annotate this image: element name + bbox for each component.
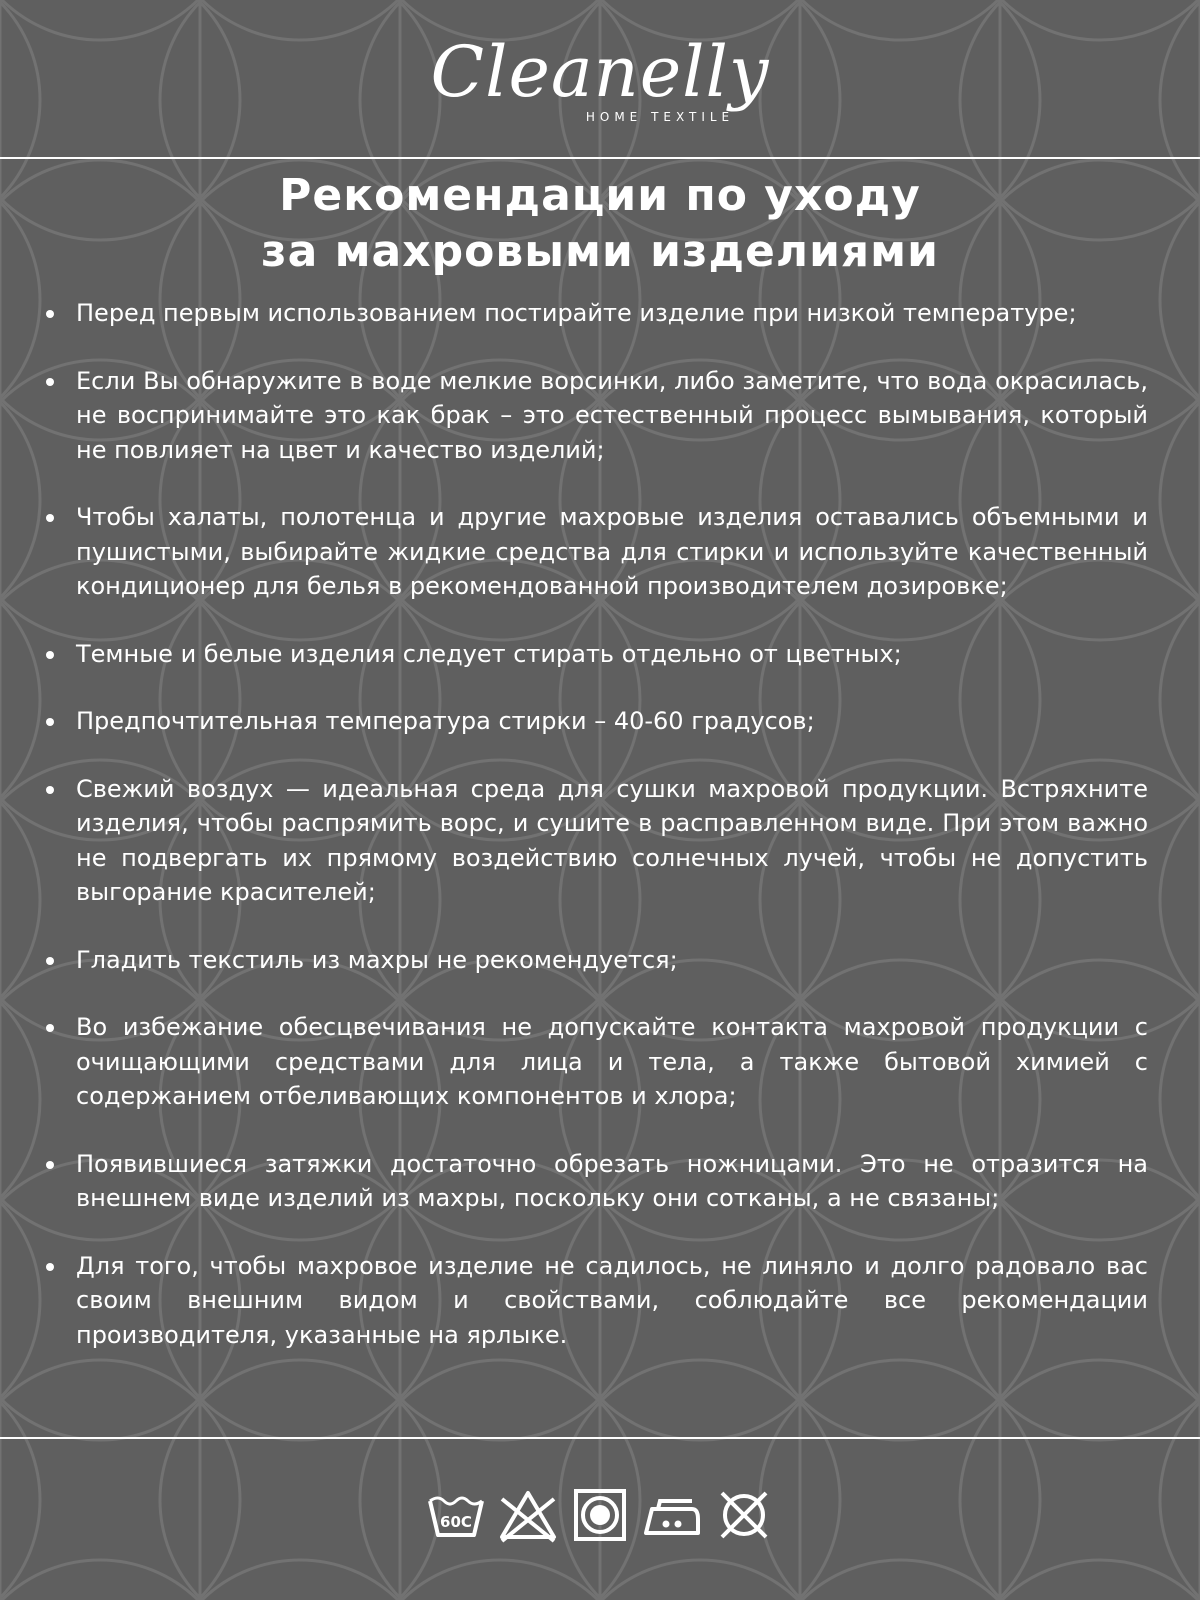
- brand-tagline: HOME TEXTILE: [585, 110, 735, 124]
- brand-logo: [0, 30, 1200, 124]
- wash-60-icon: [426, 1485, 486, 1545]
- list-item: [40, 500, 1148, 604]
- bullet-icon: [46, 651, 54, 659]
- list-item: [40, 704, 1148, 739]
- list-item: [40, 1010, 1148, 1114]
- list-item-text: Если Вы обнаружите в воде мелкие ворсинки, либо заметите, что вода окрасилась, не воспринимайте это как брак – это естественный процесс вымывания, который не повлияет на цвет и качество изделий;: [76, 366, 1148, 464]
- bullet-icon: [46, 786, 54, 794]
- list-item: [40, 364, 1148, 468]
- bullet-icon: [46, 310, 54, 318]
- list-item: [40, 772, 1148, 910]
- list-item-text: Темные и белые изделия следует стирать отдельно от цветных;: [76, 639, 902, 668]
- bullet-icon: [46, 1263, 54, 1271]
- brand-name: Cleanelly: [430, 31, 770, 113]
- bottom-divider: [0, 1437, 1200, 1439]
- list-item: [40, 1147, 1148, 1216]
- no-dry-clean-icon: [714, 1485, 774, 1545]
- tumble-dry-icon: [570, 1485, 630, 1545]
- care-symbols: [0, 1485, 1200, 1545]
- list-item-text: Чтобы халаты, полотенца и другие махровые изделия оставались объемными и пушистыми, выбирайте жидкие средства для стирки и используйте качественный кондиционер для белья в рекомендованной производителем дозировке;: [76, 503, 1148, 600]
- list-item: [40, 296, 1148, 331]
- bullet-icon: [46, 1161, 54, 1169]
- bullet-icon: [46, 1024, 54, 1032]
- wash-temp-label: 60C: [440, 1513, 472, 1531]
- list-item-text: Во избежание обесцвечивания не допускайте контакта махровой продукции с очищающими средствами для лица и тела, а также бытовой химией с содержанием отбеливающих компонентов и хлора;: [76, 1013, 1148, 1110]
- list-item: [40, 1249, 1148, 1353]
- care-recommendations-list: [40, 296, 1148, 1385]
- list-item: [40, 943, 1148, 978]
- bullet-icon: [46, 514, 54, 522]
- bullet-icon: [46, 957, 54, 965]
- iron-medium-icon: [642, 1485, 702, 1545]
- no-bleach-icon: [498, 1485, 558, 1545]
- top-divider: [0, 157, 1200, 159]
- title-line-2: за махровыми изделиями: [261, 226, 939, 277]
- list-item: [40, 637, 1148, 672]
- page-title: [0, 168, 1200, 280]
- title-line-1: Рекомендации по уходу: [279, 170, 921, 221]
- list-item-text: Появившиеся затяжки достаточно обрезать ножницами. Это не отразится на внешнем виде изделий из махры, поскольку они сотканы, а не связаны;: [76, 1149, 1148, 1212]
- list-item-text: Предпочтительная температура стирки – 40-60 градусов;: [76, 707, 815, 735]
- list-item-text: Для того, чтобы махровое изделие не садилось, не линяло и долго радовало вас своим внешним видом и свойствами, соблюдайте все рекомендации производителя, указанные на ярлыке.: [76, 1251, 1148, 1349]
- bullet-icon: [46, 378, 54, 386]
- bullet-icon: [46, 718, 54, 726]
- list-item-text: Гладить текстиль из махры не рекомендуется;: [76, 945, 678, 974]
- list-item-text: Свежий воздух — идеальная среда для сушки махровой продукции. Встряхните изделия, чтобы распрямить ворс, и сушите в расправленном виде. При этом важно не подвергать их прямому воздействию солнечных лучей, чтобы не допустить выгорание красителей;: [76, 774, 1148, 906]
- list-item-text: Перед первым использованием постирайте изделие при низкой температуре;: [76, 299, 1077, 327]
